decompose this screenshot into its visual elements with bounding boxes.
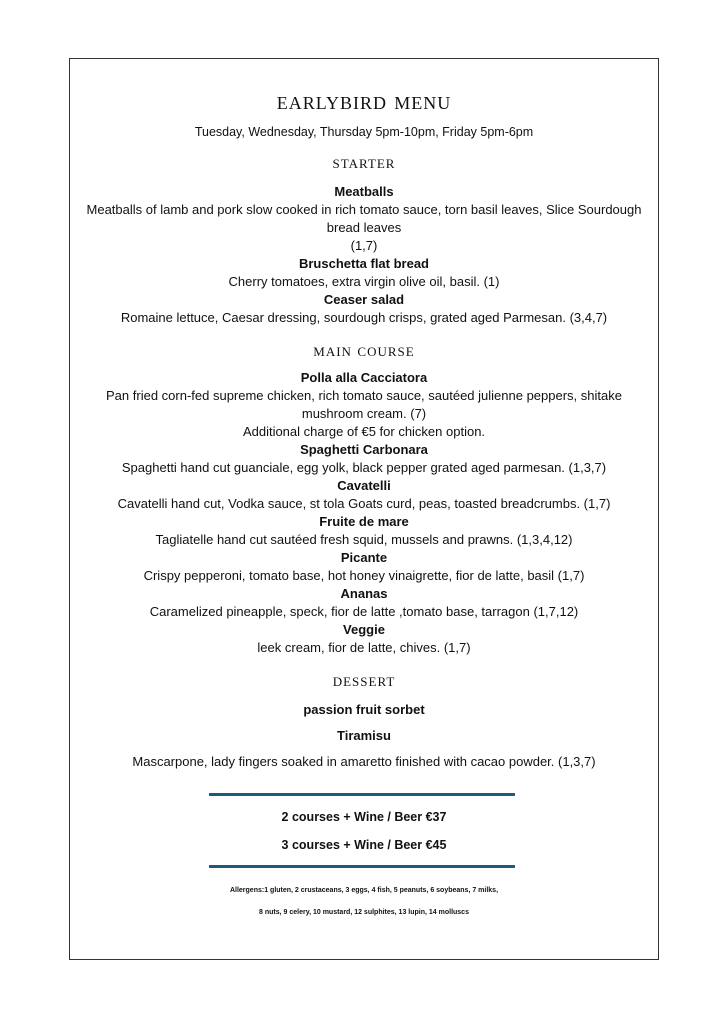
price-two-courses: 2 courses + Wine / Beer €37 <box>281 810 447 824</box>
divider-top <box>209 793 515 796</box>
menu-title: earlybird menu <box>276 88 452 115</box>
item-name: Ananas <box>340 586 388 601</box>
starter-item-ceaser-salad <box>70 291 658 327</box>
price-three-courses: 3 courses + Wine / Beer €45 <box>281 838 447 852</box>
dessert-item-tiramisu <box>70 727 658 771</box>
main-item-picante <box>70 549 658 585</box>
item-description: Caramelized pineapple, speck, fior de latte ,tomato base, tarragon (1,7,12) <box>149 604 579 619</box>
item-name: Polla alla Cacciatora <box>300 370 428 385</box>
item-description: Crispy pepperoni, tomato base, hot honey vinaigrette, fior de latte, basil (1,7) <box>143 568 585 583</box>
item-description: Mascarpone, lady fingers soaked in amaretto finished with cacao powder. (1,3,7) <box>132 754 596 769</box>
item-name: passion fruit sorbet <box>303 702 425 717</box>
starter-heading: starter <box>332 152 396 172</box>
main-item-spaghetti-carbonara <box>70 441 658 477</box>
main-item-polla-cacciatora <box>70 369 658 441</box>
item-name: Bruschetta flat bread <box>298 256 430 271</box>
item-name: Spaghetti Carbonara <box>300 442 428 457</box>
item-name: Veggie <box>343 622 385 637</box>
main-course-heading: main course <box>313 340 415 360</box>
main-item-veggie <box>70 621 658 657</box>
item-name: Picante <box>340 550 388 565</box>
item-allergens: (1,7) <box>350 238 378 253</box>
allergens-line-1: Allergens:1 gluten, 2 crustaceans, 3 eggs, 4 fish, 5 peanuts, 6 soybeans, 7 milks, <box>229 887 499 894</box>
item-description: Pan fried corn-fed supreme chicken, rich tomato sauce, sautéed julienne peppers, shitake mushroom cream. (7) <box>106 388 622 421</box>
item-name: Meatballs <box>334 184 394 199</box>
main-item-cavatelli <box>70 477 658 513</box>
item-description: Spaghetti hand cut guanciale, egg yolk, black pepper grated aged parmesan. (1,3,7) <box>121 460 607 475</box>
dessert-item-sorbet <box>70 701 658 719</box>
item-description: Meatballs of lamb and pork slow cooked in rich tomato sauce, torn basil leaves, Slice Sourdough bread leaves <box>86 202 642 235</box>
item-name: Ceaser salad <box>323 292 405 307</box>
menu-content <box>70 86 658 771</box>
divider-bottom <box>209 865 515 868</box>
item-name: Fruite de mare <box>319 514 409 529</box>
starter-item-meatballs <box>70 183 658 255</box>
item-description: leek cream, fior de latte, chives. (1,7) <box>257 640 471 655</box>
starter-item-bruschetta <box>70 255 658 291</box>
item-description: Romaine lettuce, Caesar dressing, sourdough crisps, grated aged Parmesan. (3,4,7) <box>120 310 608 325</box>
dessert-heading: dessert <box>332 670 396 690</box>
item-description: Cavatelli hand cut, Vodka sauce, st tola Goats curd, peas, toasted breadcrumbs. (1,7) <box>117 496 611 511</box>
item-name: Cavatelli <box>337 478 391 493</box>
item-description: Cherry tomatoes, extra virgin olive oil, basil. (1) <box>228 274 500 289</box>
item-description: Tagliatelle hand cut sautéed fresh squid, mussels and prawns. (1,3,4,12) <box>155 532 573 547</box>
item-note: Additional charge of €5 for chicken option. <box>242 424 486 439</box>
item-name: Tiramisu <box>337 728 391 743</box>
main-item-ananas <box>70 585 658 621</box>
opening-hours: Tuesday, Wednesday, Thursday 5pm-10pm, Friday 5pm-6pm <box>194 125 534 139</box>
allergens-line-2: 8 nuts, 9 celery, 10 mustard, 12 sulphites, 13 lupin, 14 molluscs <box>259 909 469 916</box>
main-item-fruite-de-mare <box>70 513 658 549</box>
